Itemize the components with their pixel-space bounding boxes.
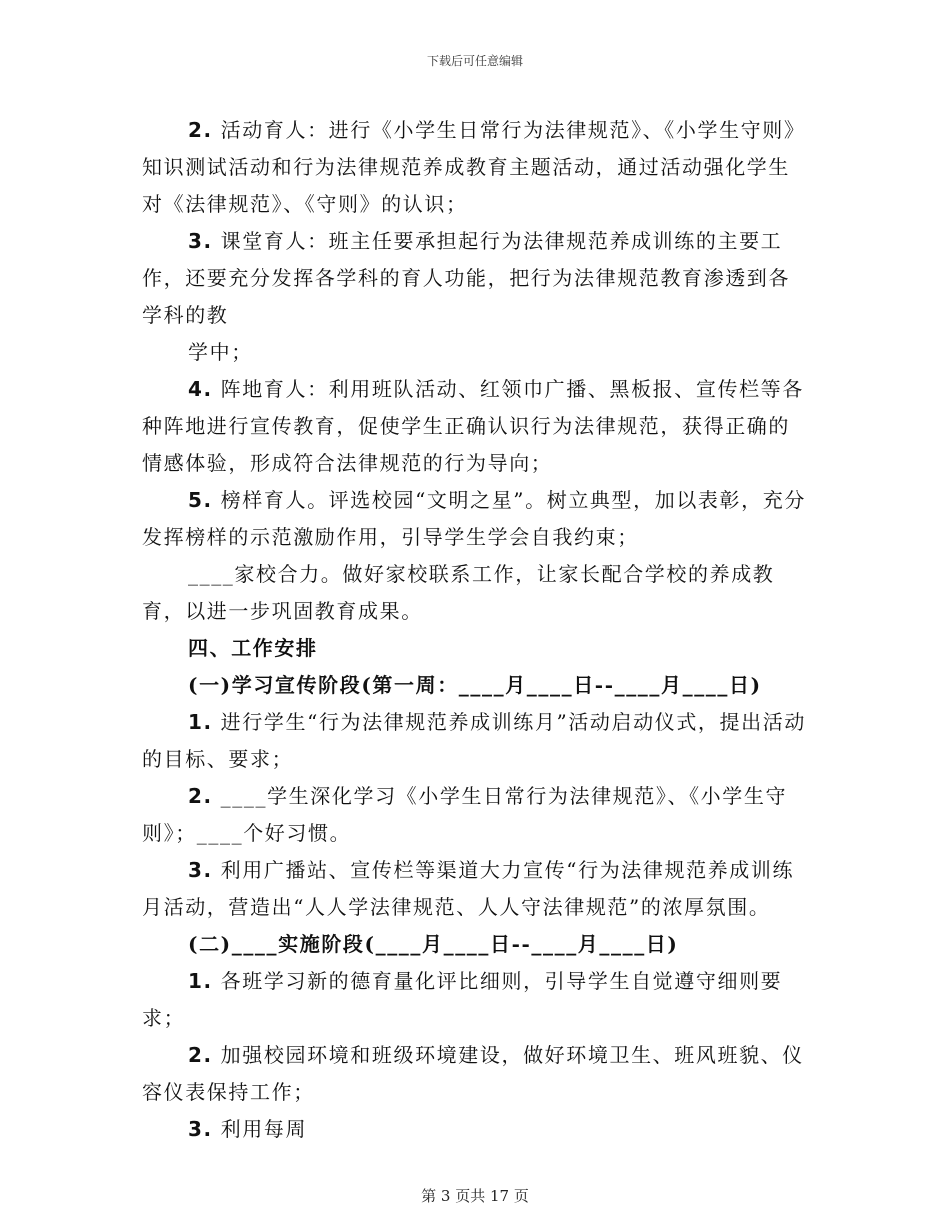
item-number: 4. (188, 377, 213, 401)
paragraph-text: 进行学生“行为法律规范养成训练月”活动启动仪式，提出活动的目标、要求； (142, 710, 806, 771)
item-number: 1. (188, 969, 213, 993)
subsection-heading-implementation-stage (142, 926, 808, 963)
paragraph-home-school (142, 556, 808, 630)
paragraph-weekly (142, 1111, 808, 1148)
page-footer: 第 3 页共 17 页 (421, 1187, 529, 1205)
subsection-heading-study-stage (142, 667, 808, 704)
item-number: 2. (188, 1043, 213, 1067)
paragraph-environment (142, 1037, 808, 1111)
paragraph-text: 利用每周 (212, 1117, 308, 1141)
paragraph-text: 阵地育人：利用班队活动、红领巾广播、黑板报、宣传栏等各种阵地进行宣传教育，促使学生正确认识行为法律规范，获得正确的情感体验，形成符合法律规范的行为导向； (142, 377, 804, 475)
item-number: 5. (188, 488, 213, 512)
paragraph-text: 各班学习新的德育量化评比细则，引导学生自觉遵守细则要求； (142, 969, 783, 1030)
item-number: 3. (188, 858, 213, 882)
paragraph-continuation (142, 334, 808, 371)
paragraph-moral-rules (142, 963, 808, 1037)
paragraph-text: ____家校合力。做好家校联系工作，让家长配合学校的养成教育，以进一步巩固教育成果。 (142, 562, 775, 623)
paragraph-text: 加强校园环境和班级环境建设，做好环境卫生、班风班貌、仪容仪表保持工作； (142, 1043, 804, 1104)
item-number: 3. (188, 1117, 213, 1141)
paragraph-publicity (142, 852, 808, 926)
heading-text: 四、工作安排 (188, 636, 318, 660)
paragraph-text: 活动育人：进行《小学生日常行为法律规范》、《小学生守则》知识测试活动和行为法律规范养成教育主题活动，通过活动强化学生对《法律规范》、《守则》的认识； (142, 118, 806, 216)
document-body (142, 112, 808, 1148)
paragraph-deep-study (142, 778, 808, 852)
paragraph-role-model-education (142, 482, 808, 556)
paragraph-launch-ceremony (142, 704, 808, 778)
paragraph-classroom-education (142, 223, 808, 334)
item-number: 3. (188, 229, 213, 253)
heading-text: (二)____实施阶段(____月____日--____月____日) (188, 932, 679, 956)
item-number: 1. (188, 710, 213, 734)
paragraph-text: 榜样育人。评选校园“文明之星”。树立典型，加以表彰，充分发挥榜样的示范激励作用，引导学生学会自我约束； (142, 488, 806, 549)
heading-text: (一)学习宣传阶段(第一周：____月____日--____月____日) (188, 673, 762, 697)
paragraph-activity-education (142, 112, 808, 223)
item-number: 2. (188, 118, 213, 142)
section-heading-work-arrangement (142, 630, 808, 667)
paragraph-text: ____学生深化学习《小学生日常行为法律规范》、《小学生守则》；____个好习惯。 (142, 784, 788, 845)
paragraph-text: 利用广播站、宣传栏等渠道大力宣传“行为法律规范养成训练月活动，营造出“人人学法律规范、人人守法律规范”的浓厚氛围。 (142, 858, 795, 919)
paragraph-text: 学中； (188, 340, 253, 364)
item-number: 2. (188, 784, 213, 808)
page-header: 下载后可任意编辑 (426, 54, 523, 68)
paragraph-text: 课堂育人：班主任要承担起行为法律规范养成训练的主要工作，还要充分发挥各学科的育人功能，把行为法律规范教育渗透到各学科的教 (142, 229, 790, 327)
paragraph-position-education (142, 371, 808, 482)
